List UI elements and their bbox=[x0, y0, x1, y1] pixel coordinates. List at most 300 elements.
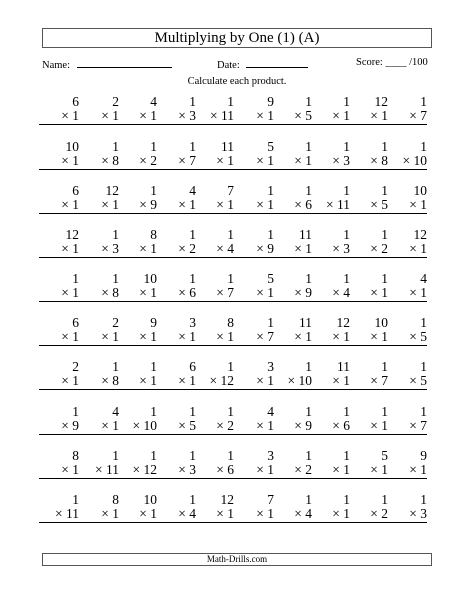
problem-r6-c5 bbox=[194, 316, 234, 346]
multiplier: × 11 bbox=[310, 198, 350, 214]
problem-r3-c8 bbox=[310, 184, 350, 214]
problem-r4-c9 bbox=[348, 228, 388, 258]
multiplicand: 9 bbox=[267, 94, 274, 109]
problem-r10-c2 bbox=[79, 493, 119, 523]
multiplicand: 8 bbox=[72, 448, 79, 463]
multiplicand: 1 bbox=[189, 139, 196, 154]
problem-r5-c5 bbox=[194, 272, 234, 302]
multiplier: × 2 bbox=[348, 242, 388, 258]
multiplier: × 1 bbox=[117, 507, 157, 523]
multiplier: × 3 bbox=[79, 242, 119, 258]
multiplier: × 10 bbox=[272, 374, 312, 390]
multiplicand: 1 bbox=[420, 404, 427, 419]
multiplier: × 4 bbox=[310, 286, 350, 302]
multiplicand: 4 bbox=[112, 404, 119, 419]
multiplier: × 1 bbox=[39, 330, 79, 346]
multiplicand: 2 bbox=[112, 94, 119, 109]
multiplicand: 1 bbox=[150, 359, 157, 374]
multiplicand: 1 bbox=[150, 448, 157, 463]
instructions: Calculate each product. bbox=[187, 76, 287, 87]
multiplicand: 1 bbox=[381, 227, 388, 242]
multiplier: × 1 bbox=[39, 374, 79, 390]
multiplier: × 12 bbox=[117, 463, 157, 479]
multiplier: × 6 bbox=[310, 419, 350, 435]
multiplicand: 1 bbox=[267, 183, 274, 198]
problem-r10-c4 bbox=[156, 493, 196, 523]
multiplicand: 1 bbox=[420, 139, 427, 154]
problem-r8-c4 bbox=[156, 405, 196, 435]
multiplier: × 11 bbox=[79, 463, 119, 479]
multiplier: × 3 bbox=[310, 242, 350, 258]
problem-r8-c9 bbox=[348, 405, 388, 435]
multiplier: × 9 bbox=[272, 286, 312, 302]
problem-r5-c10 bbox=[387, 272, 427, 302]
problem-r8-c1 bbox=[39, 405, 79, 435]
problem-r4-c10 bbox=[387, 228, 427, 258]
multiplier: × 1 bbox=[234, 198, 274, 214]
multiplier: × 5 bbox=[348, 198, 388, 214]
multiplier: × 1 bbox=[39, 242, 79, 258]
problem-r1-c5 bbox=[194, 95, 234, 125]
multiplicand: 1 bbox=[343, 492, 350, 507]
multiplier: × 4 bbox=[194, 242, 234, 258]
multiplier: × 6 bbox=[272, 198, 312, 214]
multiplier: × 1 bbox=[348, 330, 388, 346]
multiplicand: 1 bbox=[343, 227, 350, 242]
problem-r5-c1 bbox=[39, 272, 79, 302]
problem-r8-c10 bbox=[387, 405, 427, 435]
multiplicand: 5 bbox=[267, 139, 274, 154]
multiplier: × 2 bbox=[272, 463, 312, 479]
multiplier: × 3 bbox=[156, 109, 196, 125]
problem-r2-c2 bbox=[79, 140, 119, 170]
problem-r2-c7 bbox=[272, 140, 312, 170]
problem-r9-c1 bbox=[39, 449, 79, 479]
multiplier: × 5 bbox=[387, 374, 427, 390]
multiplier: × 1 bbox=[234, 286, 274, 302]
problem-r10-c10 bbox=[387, 493, 427, 523]
multiplier: × 1 bbox=[39, 154, 79, 170]
multiplier: × 1 bbox=[310, 109, 350, 125]
problem-r4-c7 bbox=[272, 228, 312, 258]
multiplier: × 1 bbox=[156, 374, 196, 390]
problem-r3-c6 bbox=[234, 184, 274, 214]
problem-r10-c9 bbox=[348, 493, 388, 523]
multiplicand: 1 bbox=[343, 139, 350, 154]
problem-r4-c1 bbox=[39, 228, 79, 258]
worksheet-title: Multiplying by One (1) (A) bbox=[42, 28, 432, 48]
multiplier: × 12 bbox=[194, 374, 234, 390]
multiplier: × 1 bbox=[234, 419, 274, 435]
problem-r10-c3 bbox=[117, 493, 157, 523]
problem-r4-c5 bbox=[194, 228, 234, 258]
problem-r1-c6 bbox=[234, 95, 274, 125]
problem-r6-c1 bbox=[39, 316, 79, 346]
multiplier: × 3 bbox=[387, 507, 427, 523]
multiplier: × 8 bbox=[348, 154, 388, 170]
multiplicand: 10 bbox=[143, 492, 157, 507]
multiplicand: 4 bbox=[420, 271, 427, 286]
problem-r6-c2 bbox=[79, 316, 119, 346]
multiplicand: 3 bbox=[189, 315, 196, 330]
multiplier: × 1 bbox=[117, 286, 157, 302]
problem-r1-c9 bbox=[348, 95, 388, 125]
multiplicand: 11 bbox=[221, 139, 234, 154]
multiplicand: 1 bbox=[227, 404, 234, 419]
multiplier: × 1 bbox=[348, 109, 388, 125]
multiplicand: 1 bbox=[381, 492, 388, 507]
problem-r9-c7 bbox=[272, 449, 312, 479]
multiplier: × 1 bbox=[39, 463, 79, 479]
multiplicand: 9 bbox=[150, 315, 157, 330]
multiplicand: 1 bbox=[112, 448, 119, 463]
problem-r5-c4 bbox=[156, 272, 196, 302]
problem-r7-c2 bbox=[79, 360, 119, 390]
problem-r10-c8 bbox=[310, 493, 350, 523]
multiplicand: 12 bbox=[220, 492, 234, 507]
multiplicand: 1 bbox=[227, 448, 234, 463]
multiplier: × 3 bbox=[310, 154, 350, 170]
multiplicand: 11 bbox=[299, 315, 312, 330]
problem-r2-c10 bbox=[387, 140, 427, 170]
multiplicand: 1 bbox=[343, 404, 350, 419]
multiplier: × 1 bbox=[387, 198, 427, 214]
multiplier: × 11 bbox=[39, 507, 79, 523]
multiplicand: 12 bbox=[336, 315, 350, 330]
multiplicand: 1 bbox=[420, 315, 427, 330]
multiplier: × 8 bbox=[79, 286, 119, 302]
problem-r9-c3 bbox=[117, 449, 157, 479]
multiplier: × 1 bbox=[272, 154, 312, 170]
multiplier: × 1 bbox=[117, 242, 157, 258]
multiplier: × 1 bbox=[348, 286, 388, 302]
multiplier: × 2 bbox=[194, 419, 234, 435]
multiplicand: 1 bbox=[267, 227, 274, 242]
problem-r5-c8 bbox=[310, 272, 350, 302]
problem-r4-c3 bbox=[117, 228, 157, 258]
problem-r10-c6 bbox=[234, 493, 274, 523]
multiplicand: 1 bbox=[381, 404, 388, 419]
problem-r2-c9 bbox=[348, 140, 388, 170]
multiplicand: 1 bbox=[343, 448, 350, 463]
problem-r5-c9 bbox=[348, 272, 388, 302]
multiplicand: 1 bbox=[112, 139, 119, 154]
multiplicand: 1 bbox=[227, 359, 234, 374]
problem-r6-c7 bbox=[272, 316, 312, 346]
problem-r7-c10 bbox=[387, 360, 427, 390]
multiplicand: 12 bbox=[105, 183, 119, 198]
problem-r8-c6 bbox=[234, 405, 274, 435]
multiplicand: 1 bbox=[72, 492, 79, 507]
multiplicand: 1 bbox=[305, 183, 312, 198]
multiplicand: 1 bbox=[189, 492, 196, 507]
multiplier: × 1 bbox=[79, 419, 119, 435]
multiplier: × 1 bbox=[310, 330, 350, 346]
problem-r3-c4 bbox=[156, 184, 196, 214]
problem-r4-c4 bbox=[156, 228, 196, 258]
multiplier: × 1 bbox=[79, 109, 119, 125]
multiplier: × 7 bbox=[348, 374, 388, 390]
problem-r8-c7 bbox=[272, 405, 312, 435]
problem-r3-c5 bbox=[194, 184, 234, 214]
multiplicand: 1 bbox=[189, 271, 196, 286]
multiplicand: 7 bbox=[227, 183, 234, 198]
problem-r4-c2 bbox=[79, 228, 119, 258]
multiplier: × 1 bbox=[387, 286, 427, 302]
problem-r7-c1 bbox=[39, 360, 79, 390]
multiplicand: 4 bbox=[267, 404, 274, 419]
multiplicand: 1 bbox=[305, 271, 312, 286]
multiplier: × 1 bbox=[194, 154, 234, 170]
problem-r7-c8 bbox=[310, 360, 350, 390]
problem-r6-c9 bbox=[348, 316, 388, 346]
problem-r5-c2 bbox=[79, 272, 119, 302]
multiplicand: 1 bbox=[150, 139, 157, 154]
multiplicand: 7 bbox=[267, 492, 274, 507]
multiplier: × 3 bbox=[156, 463, 196, 479]
multiplicand: 5 bbox=[381, 448, 388, 463]
multiplicand: 1 bbox=[189, 404, 196, 419]
multiplier: × 1 bbox=[117, 374, 157, 390]
multiplicand: 1 bbox=[150, 183, 157, 198]
multiplier: × 7 bbox=[194, 286, 234, 302]
multiplier: × 7 bbox=[234, 330, 274, 346]
multiplier: × 1 bbox=[348, 419, 388, 435]
problem-r9-c8 bbox=[310, 449, 350, 479]
multiplier: × 1 bbox=[310, 463, 350, 479]
multiplier: × 9 bbox=[272, 419, 312, 435]
multiplicand: 3 bbox=[267, 448, 274, 463]
multiplier: × 1 bbox=[310, 374, 350, 390]
problem-r8-c8 bbox=[310, 405, 350, 435]
problem-r6-c10 bbox=[387, 316, 427, 346]
multiplier: × 2 bbox=[348, 507, 388, 523]
multiplicand: 5 bbox=[267, 271, 274, 286]
multiplier: × 11 bbox=[194, 109, 234, 125]
multiplicand: 6 bbox=[72, 183, 79, 198]
multiplicand: 11 bbox=[337, 359, 350, 374]
multiplicand: 1 bbox=[112, 359, 119, 374]
problem-r9-c2 bbox=[79, 449, 119, 479]
multiplicand: 1 bbox=[420, 359, 427, 374]
multiplier: × 1 bbox=[39, 109, 79, 125]
problem-r3-c9 bbox=[348, 184, 388, 214]
problem-r3-c1 bbox=[39, 184, 79, 214]
multiplicand: 1 bbox=[305, 404, 312, 419]
problem-r7-c6 bbox=[234, 360, 274, 390]
multiplicand: 2 bbox=[72, 359, 79, 374]
multiplicand: 12 bbox=[374, 94, 388, 109]
multiplier: × 1 bbox=[79, 198, 119, 214]
multiplier: × 1 bbox=[234, 154, 274, 170]
footer: Math-Drills.com bbox=[42, 553, 432, 566]
multiplier: × 2 bbox=[156, 242, 196, 258]
problem-r3-c2 bbox=[79, 184, 119, 214]
multiplicand: 9 bbox=[420, 448, 427, 463]
multiplier: × 5 bbox=[272, 109, 312, 125]
problem-r7-c5 bbox=[194, 360, 234, 390]
multiplicand: 10 bbox=[143, 271, 157, 286]
date-label: Date: bbox=[217, 60, 240, 71]
multiplier: × 5 bbox=[156, 419, 196, 435]
problem-r1-c10 bbox=[387, 95, 427, 125]
multiplier: × 1 bbox=[234, 109, 274, 125]
multiplicand: 3 bbox=[267, 359, 274, 374]
multiplicand: 1 bbox=[150, 404, 157, 419]
problem-r7-c9 bbox=[348, 360, 388, 390]
multiplicand: 1 bbox=[305, 139, 312, 154]
multiplier: × 1 bbox=[79, 330, 119, 346]
multiplicand: 1 bbox=[189, 227, 196, 242]
multiplicand: 1 bbox=[343, 271, 350, 286]
multiplier: × 1 bbox=[348, 463, 388, 479]
problem-r6-c3 bbox=[117, 316, 157, 346]
problem-r3-c10 bbox=[387, 184, 427, 214]
problem-r2-c4 bbox=[156, 140, 196, 170]
multiplier: × 7 bbox=[156, 154, 196, 170]
problem-r2-c1 bbox=[39, 140, 79, 170]
multiplicand: 12 bbox=[413, 227, 427, 242]
multiplier: × 8 bbox=[79, 154, 119, 170]
multiplier: × 7 bbox=[387, 109, 427, 125]
multiplicand: 1 bbox=[381, 271, 388, 286]
multiplicand: 1 bbox=[305, 448, 312, 463]
multiplicand: 12 bbox=[65, 227, 79, 242]
multiplier: × 1 bbox=[156, 330, 196, 346]
multiplier: × 9 bbox=[117, 198, 157, 214]
problem-r5-c3 bbox=[117, 272, 157, 302]
multiplicand: 1 bbox=[267, 315, 274, 330]
problem-r1-c3 bbox=[117, 95, 157, 125]
multiplicand: 1 bbox=[343, 94, 350, 109]
multiplicand: 1 bbox=[381, 139, 388, 154]
problem-r10-c1 bbox=[39, 493, 79, 523]
multiplier: × 1 bbox=[234, 507, 274, 523]
multiplier: × 4 bbox=[156, 507, 196, 523]
problem-r1-c8 bbox=[310, 95, 350, 125]
problem-r9-c6 bbox=[234, 449, 274, 479]
problem-r5-c6 bbox=[234, 272, 274, 302]
score-field: Score: ____ /100 bbox=[356, 57, 428, 68]
multiplicand: 1 bbox=[227, 271, 234, 286]
multiplicand: 6 bbox=[189, 359, 196, 374]
problem-r7-c4 bbox=[156, 360, 196, 390]
multiplier: × 1 bbox=[194, 507, 234, 523]
multiplicand: 1 bbox=[227, 94, 234, 109]
problem-r1-c4 bbox=[156, 95, 196, 125]
multiplicand: 10 bbox=[65, 139, 79, 154]
problem-r5-c7 bbox=[272, 272, 312, 302]
multiplicand: 11 bbox=[299, 227, 312, 242]
problem-r10-c5 bbox=[194, 493, 234, 523]
multiplier: × 9 bbox=[39, 419, 79, 435]
multiplier: × 1 bbox=[310, 507, 350, 523]
multiplicand: 1 bbox=[72, 404, 79, 419]
multiplier: × 1 bbox=[194, 198, 234, 214]
multiplier: × 1 bbox=[194, 330, 234, 346]
multiplicand: 4 bbox=[189, 183, 196, 198]
multiplier: × 4 bbox=[272, 507, 312, 523]
multiplier: × 10 bbox=[387, 154, 427, 170]
multiplicand: 1 bbox=[305, 359, 312, 374]
multiplier: × 1 bbox=[272, 242, 312, 258]
multiplicand: 2 bbox=[112, 315, 119, 330]
multiplier: × 9 bbox=[234, 242, 274, 258]
problem-r4-c8 bbox=[310, 228, 350, 258]
multiplicand: 8 bbox=[227, 315, 234, 330]
problem-r2-c8 bbox=[310, 140, 350, 170]
problem-r6-c8 bbox=[310, 316, 350, 346]
multiplier: × 1 bbox=[272, 330, 312, 346]
multiplicand: 8 bbox=[150, 227, 157, 242]
problem-r7-c3 bbox=[117, 360, 157, 390]
multiplier: × 6 bbox=[156, 286, 196, 302]
multiplicand: 1 bbox=[420, 94, 427, 109]
multiplier: × 10 bbox=[117, 419, 157, 435]
multiplier: × 2 bbox=[117, 154, 157, 170]
multiplicand: 10 bbox=[374, 315, 388, 330]
name-label: Name: bbox=[42, 60, 70, 71]
multiplicand: 1 bbox=[227, 227, 234, 242]
problem-r4-c6 bbox=[234, 228, 274, 258]
multiplier: × 6 bbox=[194, 463, 234, 479]
multiplicand: 1 bbox=[420, 492, 427, 507]
problem-r2-c3 bbox=[117, 140, 157, 170]
multiplicand: 6 bbox=[72, 315, 79, 330]
multiplier: × 1 bbox=[39, 286, 79, 302]
multiplier: × 1 bbox=[39, 198, 79, 214]
multiplicand: 1 bbox=[112, 227, 119, 242]
problem-r7-c7 bbox=[272, 360, 312, 390]
problem-r2-c5 bbox=[194, 140, 234, 170]
multiplier: × 1 bbox=[117, 330, 157, 346]
multiplier: × 8 bbox=[79, 374, 119, 390]
multiplicand: 10 bbox=[413, 183, 427, 198]
problem-r6-c4 bbox=[156, 316, 196, 346]
problem-r3-c7 bbox=[272, 184, 312, 214]
multiplier: × 1 bbox=[387, 242, 427, 258]
multiplicand: 1 bbox=[189, 94, 196, 109]
problem-r1-c1 bbox=[39, 95, 79, 125]
multiplicand: 4 bbox=[150, 94, 157, 109]
multiplier: × 1 bbox=[234, 374, 274, 390]
multiplier: × 1 bbox=[79, 507, 119, 523]
multiplier: × 1 bbox=[117, 109, 157, 125]
multiplicand: 1 bbox=[72, 271, 79, 286]
multiplier: × 1 bbox=[387, 463, 427, 479]
problem-r9-c4 bbox=[156, 449, 196, 479]
multiplier: × 1 bbox=[234, 463, 274, 479]
problem-r1-c2 bbox=[79, 95, 119, 125]
multiplier: × 5 bbox=[387, 330, 427, 346]
problem-r9-c10 bbox=[387, 449, 427, 479]
problem-r2-c6 bbox=[234, 140, 274, 170]
multiplier: × 1 bbox=[156, 198, 196, 214]
multiplicand: 1 bbox=[112, 271, 119, 286]
problem-r6-c6 bbox=[234, 316, 274, 346]
multiplicand: 1 bbox=[343, 183, 350, 198]
problem-r8-c2 bbox=[79, 405, 119, 435]
multiplicand: 8 bbox=[112, 492, 119, 507]
problem-r8-c3 bbox=[117, 405, 157, 435]
multiplicand: 1 bbox=[381, 183, 388, 198]
multiplicand: 6 bbox=[72, 94, 79, 109]
problem-r9-c9 bbox=[348, 449, 388, 479]
multiplicand: 1 bbox=[305, 94, 312, 109]
multiplicand: 1 bbox=[381, 359, 388, 374]
multiplicand: 1 bbox=[189, 448, 196, 463]
problem-r10-c7 bbox=[272, 493, 312, 523]
